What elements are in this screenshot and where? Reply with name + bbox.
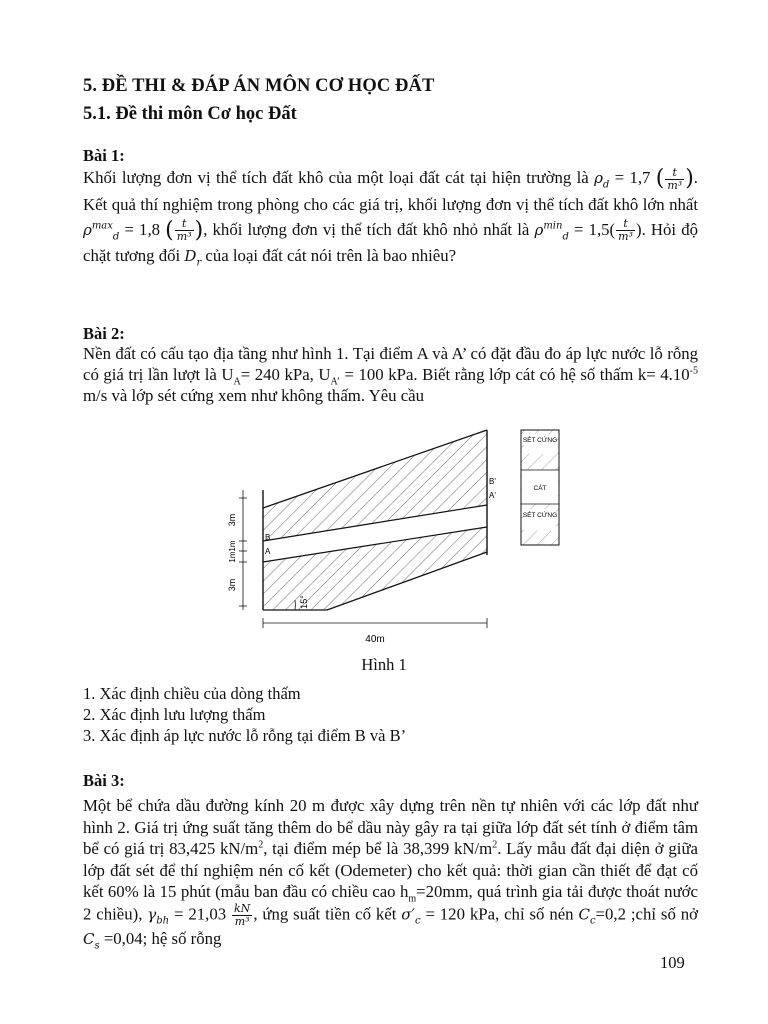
list-item: 2. Xác định lưu lượng thấm (83, 705, 266, 724)
math-sigma: σ′ (401, 904, 415, 923)
math-sub: c (414, 915, 421, 927)
text-run: , ứng suất tiền cố kết (253, 903, 402, 923)
text-run: = 21,03 (169, 903, 232, 923)
text-run: của loại đất cát nói trên là bao nhiêu? (201, 246, 457, 266)
math-sub: d (562, 231, 569, 242)
text-run: =0,2 ;chỉ số nở (595, 903, 699, 923)
frac-den: m³ (618, 230, 633, 244)
fraction-t-m3 (665, 167, 684, 192)
list-item: 3. Xác định áp lực nước lỗ rỗng tại điểm B và B’ (83, 726, 407, 745)
text-run: = 120 kPa, chỉ số nén (420, 903, 579, 923)
frac-num: kN (234, 901, 251, 915)
frac-num: t (616, 218, 635, 231)
text-run: =20mm, quá trình gia tải được thoát nước 2 chiều), (83, 882, 698, 923)
math-sub: r (196, 257, 202, 269)
math-cs: C (83, 929, 95, 948)
math-rho: ρ (594, 169, 603, 187)
text-run: ). Hỏi độ chặt tương đối (83, 219, 698, 266)
frac-den: m³ (234, 914, 250, 928)
bai2-label: Bài 2: (83, 324, 125, 343)
text-run: = 100 kPa. Biết rằng lớp cát có hệ số thấm k= 4.10 (339, 365, 690, 384)
dim-3m-bot: 3m (227, 578, 237, 592)
text-sup: 2 (492, 839, 498, 851)
page-number: 109 (660, 953, 685, 972)
frac-num: t (175, 218, 194, 231)
math-value: = 1,8 (119, 219, 166, 239)
soil-profile-figure (195, 420, 575, 660)
frac-den: m³ (176, 230, 192, 244)
fraction-t-m3 (175, 218, 194, 243)
bai2-requirements (83, 683, 406, 746)
bai2-text (83, 343, 698, 406)
dim-1m-b: 1m (228, 551, 237, 563)
frac-den: m³ (667, 178, 683, 192)
dim-3m-top: 3m (227, 513, 237, 527)
point-A: A (265, 547, 271, 556)
text-run: = (609, 168, 625, 187)
math-sup: min (543, 220, 563, 232)
legend-mid: CÁT (533, 485, 547, 492)
angle-label: 15° (299, 595, 309, 609)
math-value: 1,7 (629, 168, 656, 187)
bai3-label: Bài 3: (83, 771, 125, 790)
math-sub: bh (156, 915, 170, 927)
math-rho: ρ (83, 220, 92, 239)
text-run: = 240 kPa, U (240, 365, 331, 384)
math-rho: ρ (534, 220, 544, 239)
point-A-prime: A' (489, 491, 496, 500)
math-sub: s (94, 939, 100, 951)
text-sup: -5 (689, 365, 698, 377)
section-heading: 5. ĐỀ THI & ĐÁP ÁN MÔN CƠ HỌC ĐẤT (83, 76, 435, 96)
math-value: = 1,5( (568, 219, 616, 239)
text-run: Một bể chứa dầu đường kính 20 m được xây dựng trên nền tự nhiên với các lớp đất như hình 2. Giá trị ứng suất tăng thêm do bể dầu này gây ra tại giữa lớp đất sét tính ở điểm tâm bể có giá trị 83,425 kN/m (83, 796, 698, 858)
text-run: . Lấy mẫu đất đại diện ở giữa lớp đất sét để thí nghiệm nén cố kết (Odemeter) cho kết quả: thời gian cần thiết để đạt cố kết 60% là 15 phút (mẫu ban đầu có chiều cao h (83, 839, 698, 901)
bai3-text (83, 795, 698, 950)
frac-num: t (665, 167, 684, 180)
math-sub: d (112, 231, 120, 242)
text-run: , khối lượng đơn vị thể tích đất khô nhỏ nhất là (203, 219, 535, 239)
list-item: 1. Xác định chiều của dòng thấm (83, 684, 301, 703)
text-sub: A (233, 376, 241, 388)
math-cc: C (578, 904, 590, 923)
figure-caption: Hình 1 (361, 655, 407, 674)
text-run: , tại điểm mép bể là 38,399 kN/m (263, 839, 493, 858)
bai1-text: Khối lượng đơn vị thể tích đất khô của một loại đất cát tại hiện trường là $\rho_d = 1,7$ ( $\frac{t}{\text{m³}}$ ). Kết quả thí nghiệm trong phòng cho các giá trị, khối lượng đơn vị thể tích đất khô lớn nhất $\rho^{max}_d = 1,8$ ( $\frac{t}{\text{m³}}$ ), khối lượng đơn vị thể tích đất khô nhỏ nhất là $\rho^{min}_d = 1,5$( $\frac{t}{\text{m³}}$ ). Hỏi độ chặt tương đối $D_r$ của loại đất cát nói trên là bao nhiêu? (83, 165, 698, 269)
text-sub: m (408, 893, 417, 905)
text-sup: 2 (258, 839, 264, 851)
math-sup: max (91, 220, 113, 232)
text-run: . Kết quả thí nghiệm trong phòng cho các giá trị, khối lượng đơn vị thể tích đất khô lớn nhất (83, 168, 698, 214)
math-gamma: γ (147, 904, 157, 923)
legend-top: SÉT CỨNG (522, 437, 558, 444)
subsection-heading: 5.1. Đề thi môn Cơ học Đất (83, 104, 297, 124)
fraction-t-m3 (616, 218, 635, 243)
fraction-kn-m3 (232, 903, 252, 928)
text-sub: A’ (330, 376, 340, 388)
dim-length: 40m (365, 634, 385, 645)
text-run: =0,04; hệ số rỗng (99, 928, 222, 948)
math-sub: d (602, 179, 610, 191)
text-run: Khối lượng đơn vị thể tích đất khô của một loại đất cát tại hiện trường là (83, 168, 595, 187)
math-sub: c (589, 915, 596, 927)
math-dr: D (184, 247, 197, 266)
legend-bot: SÉT CỨNG (522, 512, 558, 519)
point-B-prime: B' (489, 477, 496, 486)
bai1-label: Bài 1: (83, 146, 125, 165)
text-run: m/s và lớp sét cứng xem như không thấm. Yêu cầu (83, 386, 425, 405)
text-run: Nền đất có cấu tạo địa tầng như hình 1. Tại điểm A và A’ có đặt đầu đo áp lực nước lỗ rỗng có giá trị lần lượt là U (83, 344, 698, 384)
dim-1m-a: 1m (228, 540, 237, 552)
point-B: B (265, 533, 271, 542)
